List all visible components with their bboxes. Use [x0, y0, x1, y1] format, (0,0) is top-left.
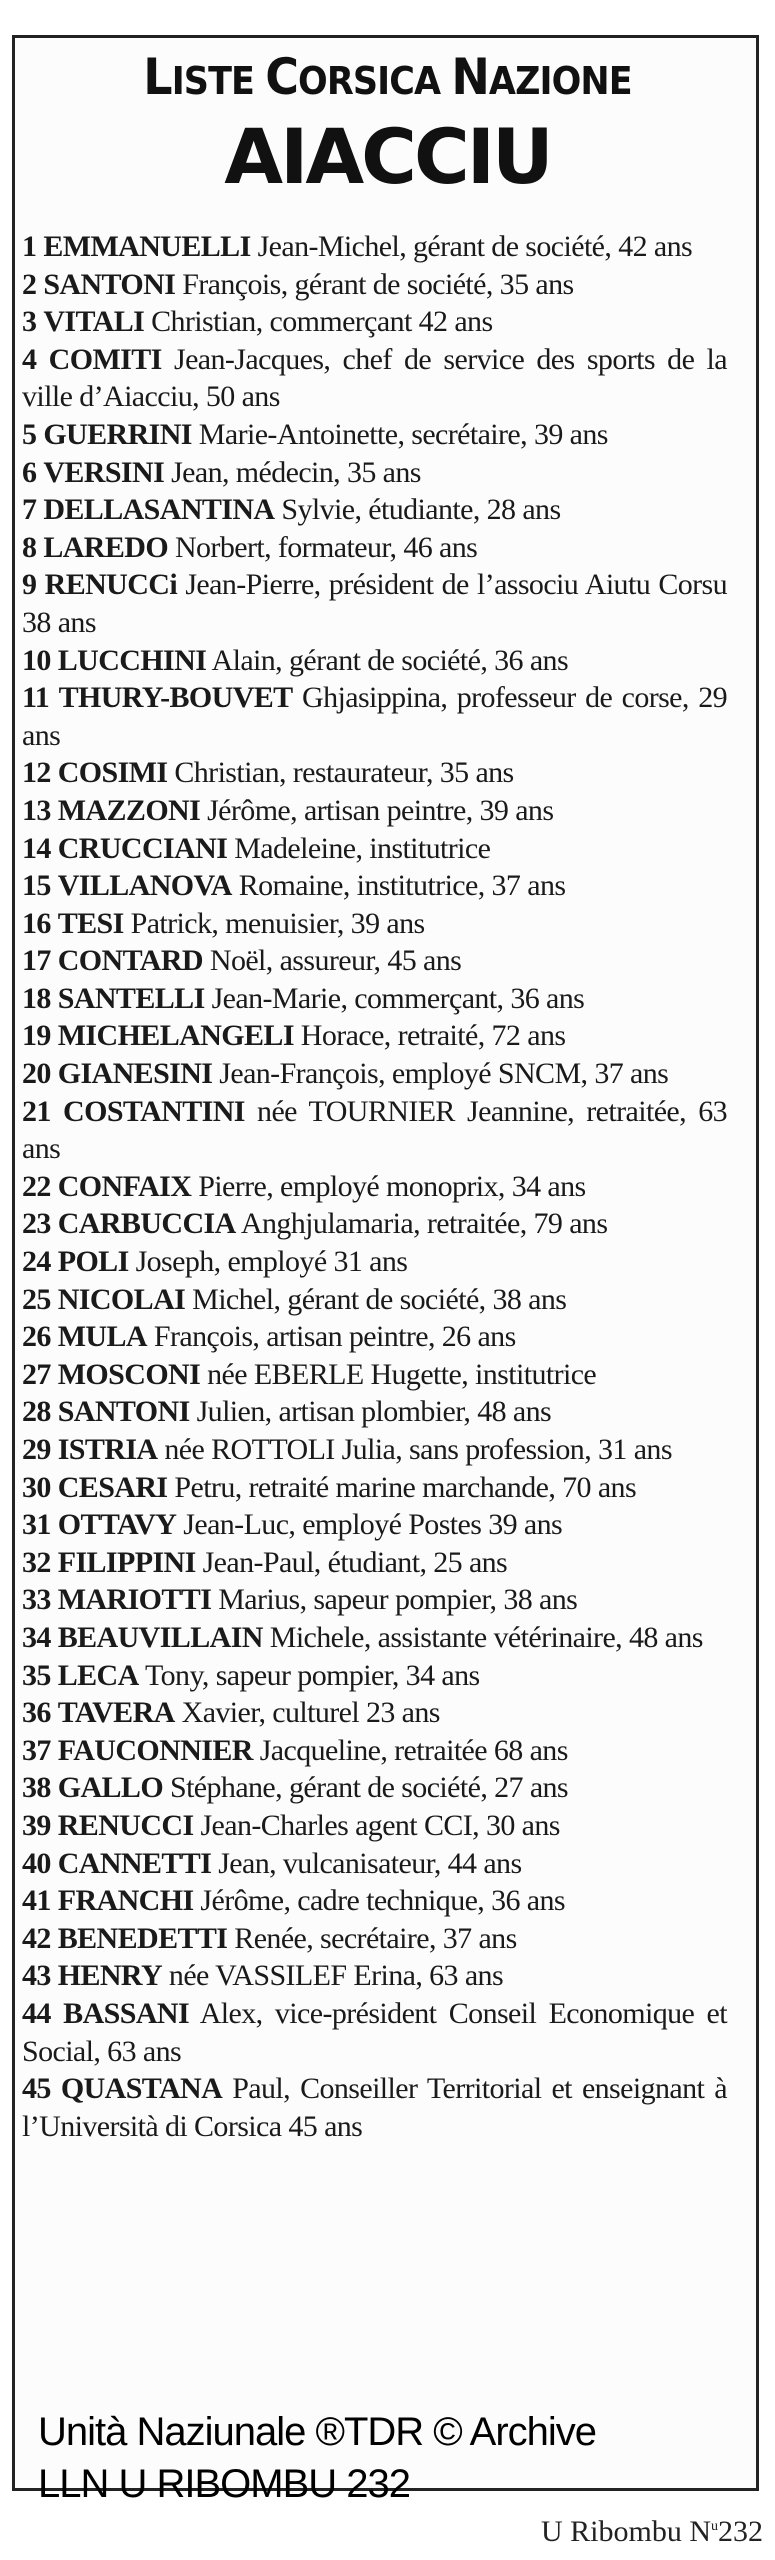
candidate-details: François, artisan peintre, 26 ans [153, 1320, 516, 1354]
candidate-details: François, gérant de société, 35 ans [182, 267, 574, 301]
candidate-details: Jean-Pierre, président de l’associu Aiutu Corsu 38 ans [22, 568, 727, 639]
candidate-surname: DELLASANTINA [43, 493, 275, 527]
candidate-details: Christian, commerçant 42 ans [151, 305, 493, 339]
candidate-entry [22, 1393, 727, 1431]
candidate-details: Jean, médecin, 35 ans [171, 455, 421, 489]
candidate-list [22, 228, 727, 2145]
candidate-number: 23 [22, 1207, 51, 1241]
candidate-number: 24 [22, 1245, 51, 1279]
candidate-entry [22, 416, 727, 454]
candidate-number: 30 [22, 1470, 51, 1504]
candidate-details: née TOURNIER Jeannine, retraitée, 63 ans [22, 1094, 728, 1166]
candidate-details: Jean-Charles agent CCI, 30 ans [200, 1808, 560, 1842]
candidate-details: Michele, assistante vétérinaire, 48 ans [269, 1620, 703, 1654]
candidate-surname: POLI [57, 1245, 129, 1279]
candidate-entry [22, 980, 727, 1018]
candidate-details: Jérôme, artisan peintre, 39 ans [207, 793, 554, 827]
candidate-number: 36 [22, 1696, 51, 1730]
candidate-entry [22, 792, 727, 830]
candidate-entry [22, 1769, 727, 1807]
candidate-details: Stéphane, gérant de société, 27 ans [169, 1771, 569, 1805]
candidate-details: Christian, restaurateur, 35 ans [174, 756, 514, 790]
candidate-surname: GALLO [57, 1771, 164, 1805]
candidate-entry [22, 1920, 727, 1958]
candidate-surname: ISTRIA [57, 1433, 158, 1466]
candidate-entry [22, 1506, 727, 1544]
candidate-details: Jean-Michel, gérant de société, 42 ans [257, 230, 693, 263]
candidate-entry [22, 1845, 727, 1883]
candidate-number: 44 [22, 1996, 51, 2030]
candidate-details: Jean-Jacques, chef de service des sports de la ville d’Aiacciu, 50 ans [22, 342, 728, 414]
candidate-surname: TAVERA [57, 1696, 175, 1730]
candidate-number: 37 [22, 1733, 51, 1767]
candidate-entry [22, 1882, 727, 1920]
candidate-number: 43 [22, 1959, 51, 1993]
candidate-surname: SANTONI [57, 1395, 190, 1429]
candidate-entry [22, 341, 727, 416]
candidate-number: 19 [22, 1019, 51, 1053]
candidate-surname: SANTONI [43, 267, 176, 301]
candidate-number: 14 [22, 831, 51, 865]
candidate-surname: RENUCCi [44, 568, 178, 602]
candidate-number: 7 [22, 493, 37, 527]
candidate-details: Noël, assureur, 45 ans [209, 944, 462, 978]
candidate-details: née ROTTOLI Julia, sans profession, 31 ans [164, 1433, 672, 1466]
candidate-surname: VERSINI [43, 455, 165, 489]
candidate-entry [22, 1619, 727, 1657]
candidate-number: 22 [22, 1169, 51, 1203]
candidate-details: Jean-Luc, employé Postes 39 ans [183, 1508, 563, 1542]
candidate-entry [22, 1807, 727, 1845]
candidate-number: 35 [22, 1658, 51, 1692]
candidate-surname: COSIMI [57, 756, 168, 790]
candidate-surname: TESI [57, 906, 124, 940]
candidate-entry [22, 1168, 727, 1206]
candidate-number: 25 [22, 1282, 51, 1316]
candidate-details: Ghjasippina, professeur de corse, 29 ans [22, 681, 728, 752]
candidate-surname: GIANESINI [57, 1057, 213, 1091]
candidate-number: 20 [22, 1057, 51, 1091]
candidate-details: Joseph, employé 31 ans [135, 1245, 408, 1279]
candidate-details: Tony, sapeur pompier, 34 ans [145, 1658, 480, 1692]
candidate-surname: CANNETTI [57, 1846, 212, 1880]
candidate-number: 41 [22, 1884, 51, 1918]
candidate-surname: MAZZONI [57, 793, 201, 827]
candidate-number: 28 [22, 1395, 51, 1429]
candidate-entry [22, 1732, 727, 1770]
candidate-surname: CONTARD [57, 944, 203, 978]
city-title: AIACCIU [224, 112, 551, 201]
candidate-details: Anghjulamaria, retraitée, 79 ans [240, 1207, 608, 1241]
candidate-details: Alex, vice-président Conseil Economique et Social, 63 ans [22, 1996, 728, 2068]
candidate-number: 21 [22, 1094, 51, 1128]
candidate-entry [22, 1957, 727, 1995]
candidate-number: 18 [22, 981, 51, 1015]
candidate-details: Jacqueline, retraitée 68 ans [259, 1733, 568, 1767]
candidate-number: 4 [22, 342, 37, 376]
candidate-number: 39 [22, 1808, 51, 1842]
candidate-details: Jean-François, employé SNCM, 37 ans [219, 1057, 669, 1091]
watermark-line-2: LLN U RIBOMBU 232 [38, 2462, 411, 2506]
candidate-number: 45 [22, 2072, 51, 2106]
candidate-surname: CONFAIX [57, 1169, 192, 1203]
candidate-entry [22, 867, 727, 905]
candidate-number: 6 [22, 455, 37, 489]
list-title: LISTE CORSICA NAZIONE [143, 48, 632, 106]
candidate-number: 8 [22, 530, 37, 564]
candidate-details: Madeleine, institutrice [234, 831, 491, 865]
candidate-entry [22, 566, 727, 641]
candidate-entry [22, 1469, 727, 1507]
candidate-number: 31 [22, 1508, 51, 1542]
candidate-details: Alain, gérant de société, 36 ans [211, 643, 569, 677]
candidate-details: Patrick, menuisier, 39 ans [130, 906, 425, 940]
candidate-details: Jérôme, cadre technique, 36 ans [200, 1884, 565, 1918]
candidate-number: 16 [22, 906, 51, 940]
candidate-entry [22, 830, 727, 868]
candidate-entry [22, 1017, 727, 1055]
candidate-entry [22, 1318, 727, 1356]
candidate-number: 32 [22, 1545, 51, 1579]
candidate-surname: CESARI [57, 1470, 168, 1504]
candidate-details: Jean-Marie, commerçant, 36 ans [211, 981, 585, 1015]
candidate-details: Petru, retraité marine marchande, 70 ans [174, 1470, 637, 1504]
candidate-surname: COMITI [48, 342, 162, 376]
candidate-entry [22, 905, 727, 943]
candidate-details: Paul, Conseiller Territorial et enseignant à l’Università di Corsica 45 ans [22, 2072, 727, 2143]
candidate-surname: MOSCONI [57, 1357, 201, 1391]
candidate-surname: FRANCHI [57, 1884, 194, 1918]
candidate-surname: VITALI [43, 305, 145, 339]
candidate-surname: FILIPPINI [57, 1545, 196, 1579]
candidate-entry [22, 491, 727, 529]
candidate-entry [22, 1694, 727, 1732]
candidate-number: 10 [22, 643, 51, 677]
candidate-entry [22, 942, 727, 980]
candidate-surname: COSTANTINI [63, 1094, 245, 1128]
candidate-entry [22, 1657, 727, 1695]
candidate-surname: VILLANOVA [57, 869, 232, 903]
candidate-number: 3 [22, 305, 37, 339]
candidate-details: Xavier, culturel 23 ans [181, 1696, 440, 1730]
candidate-entry [22, 1281, 727, 1319]
candidate-surname: QUASTANA [60, 2072, 223, 2106]
candidate-number: 9 [22, 568, 37, 602]
candidate-details: Jean, vulcanisateur, 44 ans [218, 1846, 522, 1880]
candidate-surname: MICHELANGELI [57, 1019, 294, 1053]
publication-footer: U Ribombu $N^u232$ [540, 2515, 763, 2548]
candidate-details: Pierre, employé monoprix, 34 ans [198, 1169, 586, 1203]
candidate-entry [22, 1995, 727, 2070]
candidate-surname: BENEDETTI [57, 1921, 228, 1955]
candidate-details: Sylvie, étudiante, 28 ans [281, 493, 561, 527]
candidate-surname: LECA [57, 1658, 139, 1692]
candidate-details: Renée, secrétaire, 37 ans [234, 1921, 517, 1955]
candidate-number: 1 [22, 230, 37, 263]
candidate-entry [22, 2070, 727, 2145]
candidate-entry [22, 1544, 727, 1582]
candidate-details: née VASSILEF Erina, 63 ans [168, 1959, 504, 1993]
candidate-number: 5 [22, 417, 37, 451]
candidate-entry [22, 454, 727, 492]
candidate-surname: THURY-BOUVET [58, 681, 293, 715]
candidate-number: 34 [22, 1620, 51, 1654]
candidate-details: Jean-Paul, étudiant, 25 ans [202, 1545, 508, 1579]
candidate-number: 42 [22, 1921, 51, 1955]
candidate-number: 13 [22, 793, 51, 827]
candidate-surname: OTTAVY [57, 1508, 177, 1542]
candidate-entry [22, 642, 727, 680]
candidate-number: 27 [22, 1357, 51, 1391]
candidate-number: 38 [22, 1771, 51, 1805]
candidate-number: 12 [22, 756, 51, 790]
candidate-details: Marie-Antoinette, secrétaire, 39 ans [198, 417, 608, 451]
candidate-entry [22, 1093, 727, 1168]
candidate-entry [22, 266, 727, 304]
candidate-surname: LAREDO [43, 530, 169, 564]
candidate-surname: FAUCONNIER [57, 1733, 253, 1767]
candidate-details: Romaine, institutrice, 37 ans [238, 869, 566, 903]
watermark-line-1: Unità Naziunale ®TDR © Archive [38, 2410, 597, 2454]
candidate-number: 11 [22, 681, 50, 715]
candidate-entry [22, 1431, 727, 1469]
candidate-surname: GUERRINI [43, 417, 192, 451]
candidate-details: Horace, retraité, 72 ans [300, 1019, 566, 1053]
candidate-number: 29 [22, 1433, 51, 1466]
candidate-number: 40 [22, 1846, 51, 1880]
candidate-entry [22, 529, 727, 567]
candidate-surname: RENUCCI [57, 1808, 194, 1842]
candidate-entry [22, 228, 727, 266]
candidate-surname: MARIOTTI [57, 1583, 212, 1617]
candidate-surname: HENRY [57, 1959, 163, 1993]
candidate-surname: CRUCCIANI [57, 831, 228, 865]
candidate-entry [22, 1205, 727, 1243]
candidate-surname: MULA [57, 1320, 147, 1354]
candidate-surname: EMMANUELLI [43, 230, 251, 263]
candidate-surname: NICOLAI [57, 1282, 186, 1316]
candidate-number: 2 [22, 267, 37, 301]
candidate-surname: BEAUVILLAIN [57, 1620, 263, 1654]
candidate-entry [22, 754, 727, 792]
candidate-entry [22, 679, 727, 754]
candidate-surname: SANTELLI [57, 981, 205, 1015]
candidate-surname: LUCCHINI [57, 643, 207, 677]
candidate-details: Norbert, formateur, 46 ans [174, 530, 478, 564]
candidate-details: née EBERLE Hugette, institutrice [207, 1357, 597, 1391]
candidate-details: Julien, artisan plombier, 48 ans [196, 1395, 552, 1429]
candidate-number: 26 [22, 1320, 51, 1354]
candidate-number: 17 [22, 944, 51, 978]
candidate-surname: CARBUCCIA [57, 1207, 236, 1241]
candidate-details: Marius, sapeur pompier, 38 ans [218, 1583, 578, 1617]
candidate-entry [22, 1581, 727, 1619]
candidate-surname: BASSANI [63, 1996, 190, 2030]
candidate-entry [22, 1243, 727, 1281]
candidate-number: 33 [22, 1583, 51, 1617]
candidate-entry [22, 303, 727, 341]
candidate-number: 15 [22, 869, 51, 903]
candidate-details: Michel, gérant de société, 38 ans [192, 1282, 567, 1316]
candidate-entry [22, 1356, 727, 1394]
candidate-entry [22, 1055, 727, 1093]
